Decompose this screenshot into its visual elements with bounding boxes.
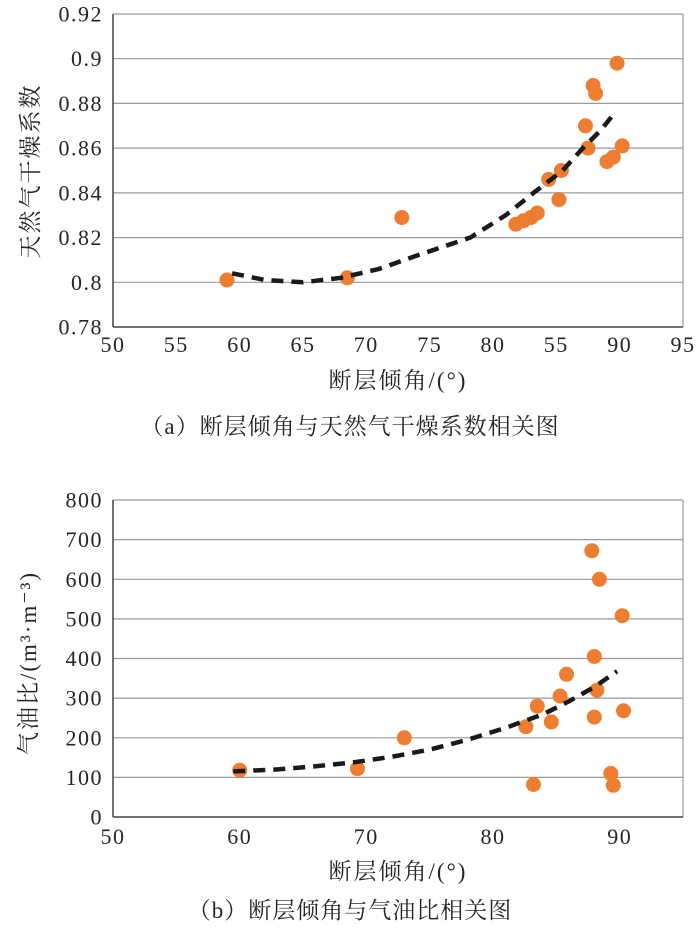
svg-text:500: 500: [65, 606, 103, 632]
svg-text:600: 600: [65, 566, 103, 592]
svg-text:700: 700: [65, 527, 103, 553]
svg-text:80: 80: [480, 332, 506, 357]
data-point: [551, 192, 566, 207]
svg-text:60: 60: [227, 824, 253, 849]
scatter-points: [220, 56, 630, 288]
x-tick-labels: [101, 824, 633, 849]
data-point: [584, 543, 599, 558]
chart-b-caption: （b）断层倾角与气油比相关图: [187, 898, 513, 923]
chart-a-plot-area: [0, 0, 700, 362]
data-point: [606, 778, 621, 793]
chart-b-y-axis-title: 气油比/(m³·m⁻³): [16, 570, 41, 756]
data-point: [394, 210, 409, 225]
data-point: [587, 710, 602, 725]
data-point: [526, 777, 541, 792]
svg-text:0: 0: [90, 804, 103, 830]
chart-a-y-axis-title: 天然气干燥系数: [18, 83, 43, 259]
svg-text:300: 300: [65, 685, 103, 711]
data-point: [544, 714, 559, 729]
data-point: [559, 667, 574, 682]
axis-spines: [113, 14, 683, 327]
svg-text:0.78: 0.78: [58, 314, 103, 340]
data-point: [616, 703, 631, 718]
data-point: [592, 572, 607, 587]
y-tick-labels: [66, 488, 104, 830]
svg-text:200: 200: [65, 725, 103, 751]
svg-text:0.92: 0.92: [58, 1, 103, 27]
svg-text:70: 70: [353, 332, 379, 357]
data-point: [518, 719, 533, 734]
svg-text:100: 100: [65, 764, 103, 790]
svg-text:90: 90: [607, 824, 633, 849]
data-point: [530, 699, 545, 714]
svg-text:0.82: 0.82: [58, 225, 103, 251]
svg-text:0.84: 0.84: [58, 180, 103, 206]
svg-text:60: 60: [227, 332, 253, 357]
svg-text:800: 800: [65, 487, 103, 513]
gridlines: [113, 14, 683, 327]
svg-text:50: 50: [100, 332, 126, 357]
svg-text:0.9: 0.9: [71, 46, 103, 72]
data-point: [615, 138, 630, 153]
svg-text:90: 90: [607, 332, 633, 357]
chart-b-plot-area: [0, 470, 700, 852]
svg-text:55: 55: [163, 332, 189, 357]
svg-text:400: 400: [65, 646, 103, 671]
svg-text:95: 95: [670, 332, 696, 357]
svg-text:55: 55: [543, 332, 569, 357]
svg-text:0.86: 0.86: [58, 135, 103, 161]
chart-a-caption: （a）断层倾角与天然气干燥系数相关图: [140, 414, 560, 439]
data-point: [615, 608, 630, 623]
svg-text:0.88: 0.88: [58, 90, 103, 116]
data-point: [578, 118, 593, 133]
svg-text:65: 65: [290, 332, 316, 357]
svg-text:75: 75: [417, 332, 443, 357]
x-tick-labels: [101, 332, 696, 357]
y-tick-labels: [59, 2, 104, 340]
data-point: [397, 730, 412, 745]
scatter-points: [232, 543, 631, 793]
data-point: [610, 56, 625, 71]
svg-text:50: 50: [100, 824, 126, 849]
chart-a-x-axis-title: 断层倾角/(°): [328, 368, 468, 393]
svg-text:70: 70: [353, 824, 379, 849]
data-point: [588, 86, 603, 101]
svg-text:80: 80: [480, 824, 506, 849]
trend-curve: [233, 671, 617, 771]
chart-b-x-axis-title: 断层倾角/(°): [328, 859, 468, 884]
data-point: [587, 649, 602, 664]
data-point: [530, 206, 545, 221]
svg-text:0.8: 0.8: [71, 269, 103, 295]
